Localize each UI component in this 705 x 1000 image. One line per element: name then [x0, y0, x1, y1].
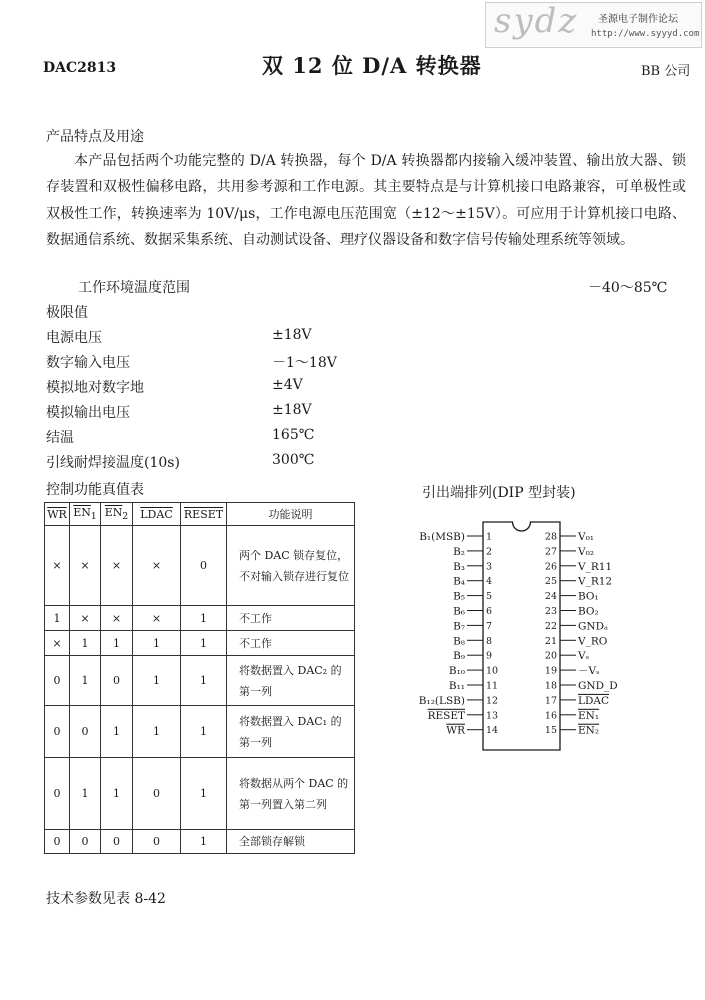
cell-en2: ×: [101, 526, 133, 606]
rating-value: 300℃: [272, 452, 315, 468]
cell-reset: 1: [181, 830, 227, 854]
cell-en1: ×: [70, 606, 101, 631]
cell-en2: 1: [101, 706, 133, 758]
pin-label: V_R11: [578, 560, 613, 573]
cell-ldac: 0: [133, 758, 181, 830]
cell-function: 两个 DAC 锁存复位，不对输入锁存进行复位: [227, 526, 355, 606]
cell-wr: 0: [45, 706, 70, 758]
pin-number: 14: [486, 725, 499, 737]
cell-reset: 1: [181, 631, 227, 656]
pin-label: RESET: [427, 709, 465, 722]
pin-label: B₁(MSB): [419, 531, 465, 543]
col-header-wr: $\overline{WR}$: [45, 503, 70, 526]
manufacturer: BB 公司: [641, 64, 691, 79]
cell-en1: ×: [70, 526, 101, 606]
part-number: DAC2813: [43, 60, 117, 76]
cell-en1: 1: [70, 656, 101, 706]
pin-number: 10: [486, 665, 499, 677]
page-title: 双 12 位 D/A 转换器: [262, 53, 482, 78]
col-header-function: 功能说明: [227, 503, 355, 526]
pin-label: GND_D: [578, 680, 618, 692]
pin-label: V_RO: [578, 635, 608, 648]
cell-ldac: 1: [133, 631, 181, 656]
pin-number: 4: [486, 576, 493, 588]
pin-number: 3: [486, 561, 493, 573]
cell-function: 全部锁存解锁: [227, 830, 355, 854]
pin-label: LDAC: [578, 694, 610, 707]
cell-en2: ×: [101, 606, 133, 631]
cell-wr: 0: [45, 830, 70, 854]
pin-label: B₈: [453, 635, 465, 648]
pin-number: 9: [486, 650, 493, 662]
pin-label: V_R12: [578, 575, 613, 588]
ratings-heading: 极限值: [46, 305, 88, 321]
cell-wr: 1: [45, 606, 70, 631]
pin-label: B₇: [453, 620, 465, 633]
pin-number: 24: [544, 591, 557, 603]
pin-number: 17: [544, 695, 557, 707]
pin-label: B₁₁: [448, 680, 465, 692]
cell-reset: 1: [181, 706, 227, 758]
footer-note: 技术参数见表 8-42: [46, 891, 166, 907]
watermark-logo: sydz: [494, 1, 579, 41]
truth-table-heading: 控制功能真值表: [46, 482, 144, 498]
pin-label: WR: [446, 724, 465, 737]
cell-ldac: 1: [133, 656, 181, 706]
pin-label: B₄: [453, 575, 465, 588]
cell-reset: 1: [181, 758, 227, 830]
cell-wr: 0: [45, 656, 70, 706]
cell-ldac: 1: [133, 706, 181, 758]
pin-number: 16: [544, 710, 557, 722]
cell-reset: 0: [181, 526, 227, 606]
cell-wr: 0: [45, 758, 70, 830]
pin-label: B₁₀: [448, 665, 465, 678]
pin-number: 23: [544, 606, 557, 617]
rating-value: ±4V: [272, 377, 303, 393]
cell-en2: 0: [101, 830, 133, 854]
cell-function: 将数据置入 DAC₁ 的第一列: [227, 706, 355, 758]
pin-number: 20: [544, 650, 557, 662]
pin-number: 26: [544, 561, 557, 573]
pin-label: GNDₐ: [578, 620, 609, 633]
col-header-en2: $\overline{EN}_2$: [101, 503, 133, 526]
pin-label: EN₂: [578, 724, 600, 737]
cell-en2: 1: [101, 758, 133, 830]
rating-name: 数字输入电压: [46, 355, 130, 371]
pin-number: 2: [486, 546, 493, 558]
cell-en2: 0: [101, 656, 133, 706]
pin-label: EN₁: [578, 709, 600, 722]
pin-label: B₃: [453, 560, 465, 573]
col-header-ldac: LDAC: [133, 503, 181, 526]
pin-number: 12: [486, 695, 499, 707]
cell-wr: ×: [45, 631, 70, 656]
rating-value: －1～18V: [272, 355, 337, 371]
cell-wr: ×: [45, 526, 70, 606]
pin-number: 22: [544, 620, 557, 632]
cell-function: 不工作: [227, 606, 355, 631]
cell-function: 将数据置入 DAC₂ 的第一列: [227, 656, 355, 706]
rating-value: 165℃: [272, 427, 315, 443]
cell-en1: 1: [70, 631, 101, 656]
temp-range-value: －40～85℃: [588, 280, 668, 296]
cell-ldac: 0: [133, 830, 181, 854]
pin-number: 25: [544, 576, 557, 588]
cell-ldac: ×: [133, 526, 181, 606]
pin-number: 28: [544, 531, 557, 543]
cell-function: 不工作: [227, 631, 355, 656]
rating-name: 模拟地对数字地: [46, 380, 144, 396]
pin-number: 15: [544, 725, 557, 737]
rating-name: 引线耐焊接温度(10s): [46, 455, 180, 471]
watermark-forum-name: 圣源电子制作论坛: [598, 14, 678, 25]
cell-reset: 1: [181, 656, 227, 706]
pin-number: 18: [544, 680, 557, 692]
cell-ldac: ×: [133, 606, 181, 631]
pin-number: 7: [486, 620, 493, 632]
pin-label: －Vₛ: [578, 665, 600, 678]
pin-number: 13: [486, 710, 499, 722]
features-heading: 产品特点及用途: [46, 129, 144, 145]
rating-name: 模拟输出电压: [46, 405, 130, 421]
pin-number: 21: [544, 635, 557, 647]
pin-label: B₆: [453, 605, 465, 618]
pin-label: BO₁: [578, 590, 599, 603]
watermark-url: http://www.syyyd.com: [591, 29, 700, 39]
pin-number: 27: [544, 546, 557, 558]
cell-en2: 1: [101, 631, 133, 656]
pin-label: B₂: [453, 545, 465, 558]
pin-label: B₁₂(LSB): [418, 694, 465, 707]
rating-name: 电源电压: [46, 330, 102, 346]
cell-reset: 1: [181, 606, 227, 631]
pin-number: 5: [486, 591, 493, 603]
pin-number: 6: [486, 606, 493, 617]
col-header-en1: $\overline{EN}_1$: [70, 503, 101, 526]
pin-label: B₉: [453, 650, 465, 663]
cell-en1: 1: [70, 758, 101, 830]
col-header-reset: RESET: [181, 503, 227, 526]
pinout-heading: 引出端排列(DIP 型封装): [422, 485, 576, 501]
temp-range-label: 工作环境温度范围: [78, 280, 190, 296]
pin-number: 11: [486, 680, 499, 692]
pin-label: B₅: [453, 590, 465, 603]
pin-number: 19: [544, 665, 557, 677]
pin-number: 1: [486, 531, 493, 543]
cell-en1: 0: [70, 706, 101, 758]
pin-label: V₀₁: [578, 531, 595, 543]
pin-label: Vₛ: [578, 650, 590, 663]
pin-label: BO₂: [578, 605, 599, 618]
pin-number: 8: [486, 635, 493, 647]
rating-value: ±18V: [272, 327, 312, 343]
rating-value: ±18V: [272, 402, 312, 418]
cell-function: 将数据从两个 DAC 的第一列置入第二列: [227, 758, 355, 830]
cell-en1: 0: [70, 830, 101, 854]
rating-name: 结温: [46, 430, 74, 446]
pin-label: V₀₂: [578, 545, 595, 558]
features-description: 本产品包括两个功能完整的 D/A 转换器，每个 D/A 转换器都内接输入缓冲装置、输出放大器、锁存装置和双极性偏移电路，共用参考源和工作电源。其主要特点是与计算机接口电路兼容，可单极性或双极性工作，转换速率为 10V/μs，工作电源电压范围宽（±12～±15V）。可应用于计算机接口电路、数据通信系统、数据采集系统、自动测试设备、理疗仪器设备和数字信号传输处理系统等领域。: [46, 153, 686, 248]
